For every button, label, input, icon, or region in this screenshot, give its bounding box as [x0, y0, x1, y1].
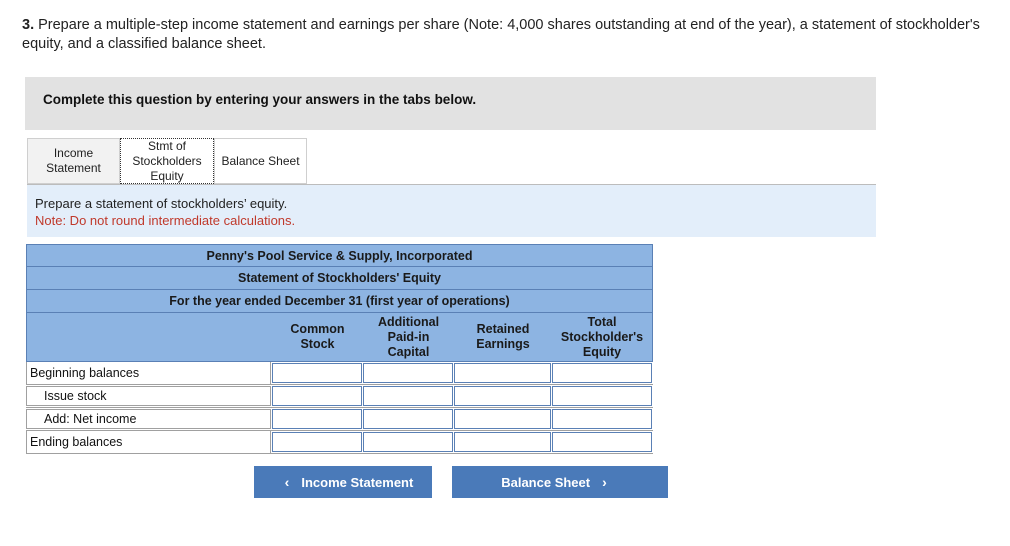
input-ending-common-stock[interactable] — [272, 432, 362, 452]
row-label-input[interactable] — [26, 386, 271, 406]
prev-button-label: Income Statement — [301, 474, 414, 490]
input-netincome-apic[interactable] — [363, 409, 453, 429]
input-beginning-total[interactable] — [552, 363, 652, 383]
input-ending-retained-earnings[interactable] — [454, 432, 551, 452]
row-label: Add: Net income — [44, 412, 137, 426]
column-header-line: Stockholder's — [560, 329, 644, 344]
row-label: Issue stock — [44, 389, 107, 403]
column-header-line: Common — [290, 322, 345, 336]
column-header-line: Additional — [377, 314, 440, 329]
tab-label-line: Statement — [46, 161, 101, 175]
question-text — [22, 16, 982, 54]
tab-label-line: Balance Sheet — [221, 153, 300, 168]
next-button-label: Balance Sheet — [501, 474, 591, 490]
input-issue-common-stock[interactable] — [272, 386, 362, 406]
row-label: Beginning balances — [26, 362, 271, 384]
input-issue-retained-earnings[interactable] — [454, 386, 551, 406]
stockholders-equity-table — [26, 244, 653, 454]
table-row — [26, 431, 653, 454]
next-balance-sheet-button[interactable] — [452, 466, 668, 498]
column-header-line: Stock — [300, 337, 335, 351]
column-header-line: Earnings — [476, 337, 530, 351]
tab-income-statement[interactable] — [27, 138, 120, 184]
input-netincome-common-stock[interactable] — [272, 409, 362, 429]
tab-label-line: Equity — [150, 168, 184, 183]
instructions-main: Prepare a statement of stockholders’ equity. — [35, 196, 288, 211]
question-number: 3. — [22, 17, 35, 33]
input-issue-total[interactable] — [552, 386, 652, 406]
column-header-apic — [363, 313, 454, 361]
tab-balance-sheet[interactable] — [214, 138, 307, 184]
statement-title: Statement of Stockholders' Equity — [26, 267, 653, 290]
instruction-banner — [25, 77, 876, 130]
column-header-line: Equity — [582, 344, 622, 359]
statement-period: For the year ended December 31 (first year of operations) — [26, 290, 653, 313]
tab-bar — [27, 138, 307, 184]
input-beginning-common-stock[interactable] — [272, 363, 362, 383]
chevron-left-icon: ‹ — [284, 474, 290, 490]
table-row — [26, 408, 653, 431]
input-ending-apic[interactable] — [363, 432, 453, 452]
question-body: Prepare a multiple-step income statement and earnings per share (Note: 4,000 shares outstanding at end of the year), a statement of stockholder's equity, and a classified balance sheet. — [22, 17, 980, 52]
column-header-line: Capital — [387, 344, 430, 359]
chevron-right-icon: › — [602, 474, 607, 490]
tab-label-line: Income — [53, 146, 94, 160]
tab-label-line: Stockholders — [132, 153, 202, 168]
column-header-row — [26, 313, 653, 362]
prev-income-statement-button[interactable] — [254, 466, 432, 498]
input-beginning-apic[interactable] — [363, 363, 453, 383]
banner-text: Complete this question by entering your answers in the tabs below. — [43, 92, 477, 107]
input-issue-apic[interactable] — [363, 386, 453, 406]
input-netincome-retained-earnings[interactable] — [454, 409, 551, 429]
table-row — [26, 362, 653, 385]
table-row — [26, 385, 653, 408]
instructions-panel — [27, 185, 876, 237]
company-name: Penny's Pool Service & Supply, Incorporated — [26, 244, 653, 267]
tab-stmt-stockholders-equity[interactable] — [120, 138, 214, 184]
instructions-note: Note: Do not round intermediate calculations. — [35, 213, 296, 228]
column-header-retained-earnings — [454, 313, 552, 361]
column-header-line: Paid-in — [387, 329, 430, 344]
input-netincome-total[interactable] — [552, 409, 652, 429]
input-beginning-retained-earnings[interactable] — [454, 363, 551, 383]
input-ending-total[interactable] — [552, 432, 652, 452]
column-header-line: Total — [587, 314, 617, 329]
column-header-line: Retained — [476, 322, 530, 336]
tab-label-line: Stmt of — [147, 138, 186, 153]
row-label-input[interactable] — [26, 409, 271, 429]
column-header-total-equity — [552, 313, 652, 361]
column-header-common-stock — [272, 313, 363, 361]
row-label: Ending balances — [26, 431, 271, 453]
